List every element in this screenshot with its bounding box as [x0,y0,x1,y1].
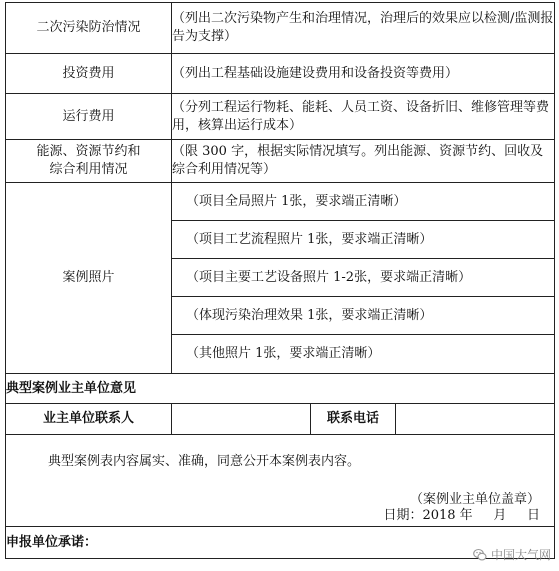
operation-label: 运行费用 [6,94,172,140]
owner-contact-field[interactable] [172,404,311,435]
resource-label: 能源、资源节约和综合利用情况 [6,140,172,183]
photos-label: 案例照片 [6,183,172,374]
photo-item-process: （项目工艺流程照片 1张，要求端正清晰） [172,221,554,259]
phone-label: 联系电话 [311,404,396,435]
photo-item-equipment: （项目主要工艺设备照片 1-2张，要求端正清晰） [172,259,554,297]
row-investment [6,54,555,94]
row-secondary-pollution [6,3,555,54]
secondary-pollution-desc: （列出二次污染物产生和治理情况，治理后的效果应以检测/监测报告为支撑） [172,3,555,54]
investment-desc: （列出工程基础设施建设费用和设备投资等费用） [172,54,555,94]
phone-field[interactable] [396,404,555,435]
operation-desc: （分列工程运行物耗、能耗、人员工资、设备折旧、维修管理等费用，核算出运行成本） [172,94,555,140]
photo-item-global: （项目全局照片 1张，要求端正清晰） [172,183,554,221]
applicant-promise-label: 申报单位承诺： [6,527,555,559]
row-owner-statement [6,435,555,527]
row-owner-opinion-title [6,374,555,404]
photo-item-effect: （体现污染治理效果 1张，要求端正清晰） [172,297,554,335]
secondary-pollution-label: 二次污染防治情况 [6,3,172,54]
wechat-icon [473,548,487,562]
photo-item-other: （其他照片 1张，要求端正清晰） [186,346,381,361]
row-photos [6,183,555,374]
row-owner-contact [6,404,555,435]
watermark [473,546,551,563]
owner-date: 日期：2018 年 月 日 [383,508,541,523]
case-form-table [5,2,555,559]
row-resource [6,140,555,183]
owner-opinion-title: 典型案例业主单位意见 [6,374,555,404]
investment-label: 投资费用 [6,54,172,94]
owner-statement: 典型案例表内容属实、准确，同意公开本案例表内容。 [48,454,361,469]
resource-desc: （限 300 字，根据实际情况填写。列出能源、资源节约、回收及综合利用情况等） [172,140,555,183]
photos-list [172,183,555,374]
owner-seal-text: （案例业主单位盖章） [410,492,541,507]
row-operation [6,94,555,140]
owner-contact-label: 业主单位联系人 [6,404,172,435]
watermark-text: 中国大气网 [490,548,551,562]
owner-statement-cell [6,435,555,527]
